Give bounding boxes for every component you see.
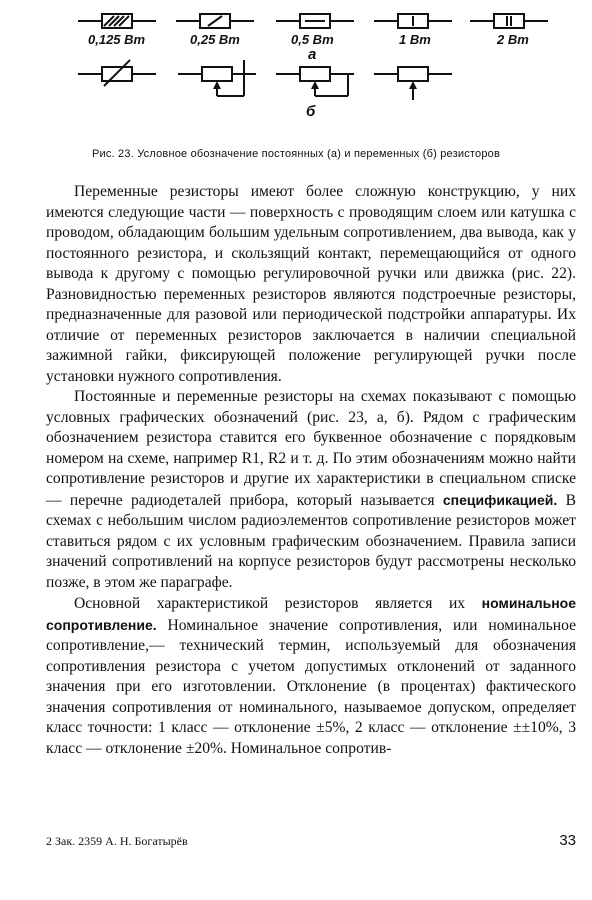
fixed-resistor-1w-symbol: [374, 14, 452, 28]
label-a: а: [308, 46, 317, 63]
fixed-resistor-05w-symbol: [276, 14, 354, 28]
body-paragraph: [46, 593, 576, 759]
fixed-resistor-2w-symbol: [470, 14, 548, 28]
page-footer: [46, 834, 576, 854]
label-05w: 0,5 Вт: [291, 32, 334, 47]
label-2w: 2 Вт: [497, 32, 529, 47]
text-run: Основной характеристикой резисторов является их: [74, 595, 482, 612]
figure-caption: Рис. 23. Условное обозначение постоянных (а) и переменных (б) резисторов: [91, 148, 501, 160]
page-number: 33: [559, 832, 576, 849]
variable-resistor-symbol: [78, 60, 156, 86]
label-1w: 1 Вт: [399, 32, 431, 47]
bold-term: спецификацией.: [442, 491, 558, 508]
text-run: Номинальное значение сопротивления, или номинальное сопротивление,— технический термин, используемый для обозначения сопротивления резистора с учетом допустимых отклонений от заданного значения при его изготовлении. Отклонение (в процентах) фактического значения сопротивления от номинального, называемое допуском, определяет класс точности: 1 класс — отклонение ±5%, 2 класс — отклонение ±±10%, 3 класс — отклонение ±20%. Номинальное сопротив-: [46, 616, 576, 757]
text-run: Переменные резисторы имеют более сложную конструкцию, у них имеются следующие части — поверхность с проводящим слоем или катушка с проводом, обладающим большим удельным сопротивлением, два вывода, как у постоянного резистора, и скользящий контакт, перемещающийся от одного вывода к другому с помощью регулировочной ручки или движка (рис. 22). Разновидностью переменных резисторов являются подстроечные резисторы, предназначенные для разовой или периодической подстройки аппаратуры. Их отличие от переменных резисторов заключается в наличии специальной зажимной гайки, фиксирующей положение регулирующей ручки после установки нужного сопротивления.: [46, 183, 576, 385]
body-text: [46, 182, 576, 759]
fixed-resistor-025w-symbol: [176, 14, 254, 28]
text-run: Постоянные и переменные резисторы на схемах показывают с помощью условных графических обозначений (рис. 23, а, б). Рядом с графическим обозначением резистора ставится его буквенное обозначение с порядковым номером на схеме, например R1, R2 и т. д. По этим обозначениям можно найти сопротивление резисторов и другие их характеристики в специальном списке — перечне радиодеталей прибора, который называется: [46, 388, 576, 509]
body-paragraph: [46, 387, 576, 593]
bold-term: номинальное сопротивление.: [46, 595, 576, 633]
fixed-resistor-0125w-symbol: [78, 14, 156, 28]
resistor-symbols-figure: [0, 0, 592, 130]
text-run: В схемах с небольшим числом радиоэлементов сопротивление резисторов может ставиться рядом с их условным графическим обозначением. Правила записи значений сопротивлений на корпусе резисторов будут рассмотрены несколько позже, в этом же параграфе.: [46, 491, 576, 591]
label-0125w: 0,125 Вт: [88, 32, 146, 47]
label-025w: 0,25 Вт: [190, 32, 240, 47]
rheostat-symbol: [178, 60, 244, 96]
label-b: б: [306, 103, 316, 120]
body-paragraph: [46, 182, 576, 387]
printing-note: 2 Зак. 2359 А. Н. Богатырёв: [46, 834, 188, 848]
